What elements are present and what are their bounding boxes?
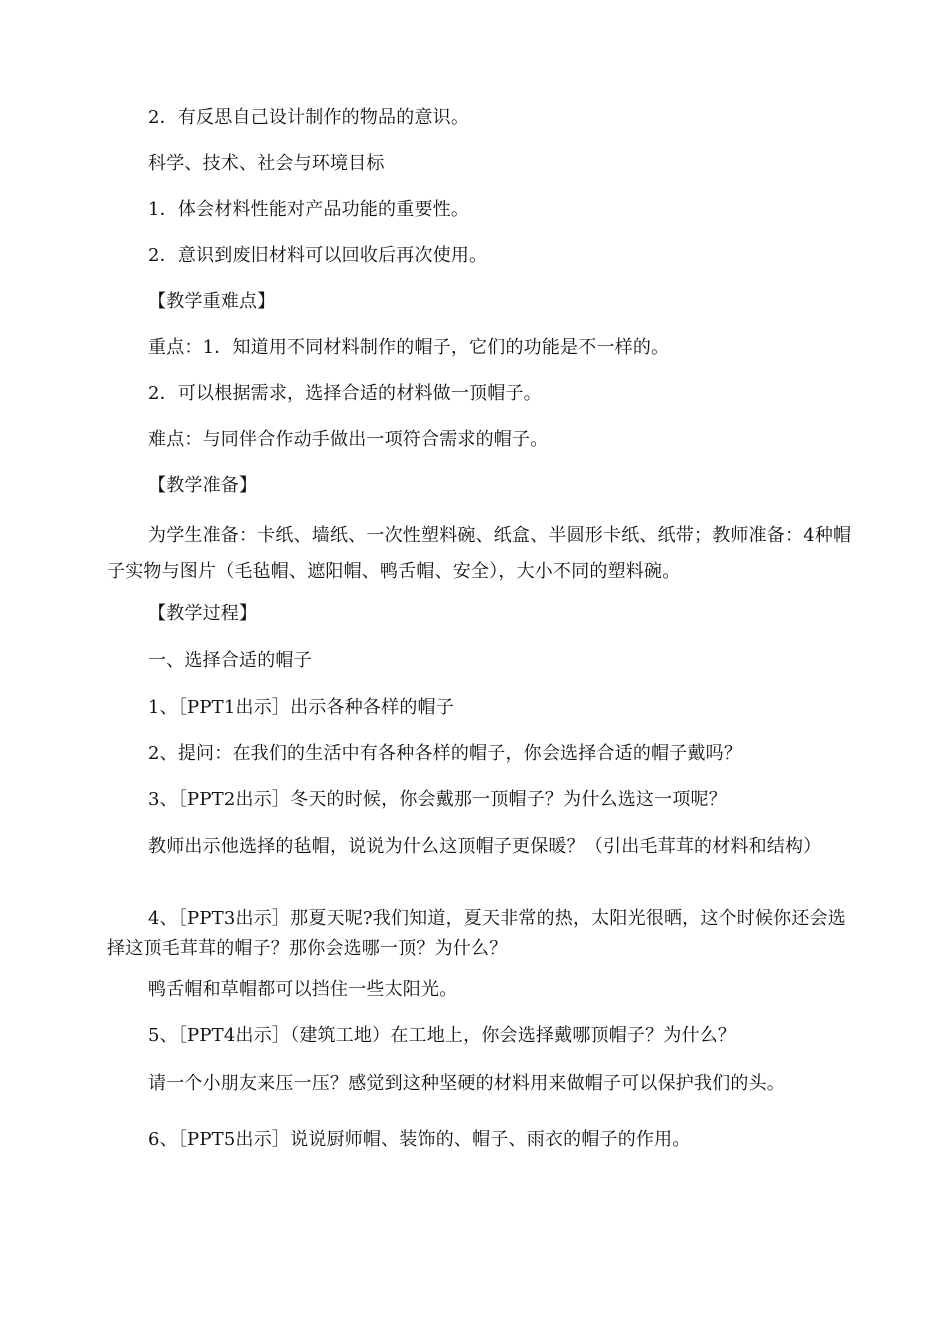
paragraph-key-point-1: 重点：1．知道用不同材料制作的帽子，它们的功能是不一样的。 xyxy=(148,337,670,358)
section-heading-key-points: 【教学重难点】 xyxy=(148,291,276,312)
step-1: 1、［PPT1出示］出示各种各样的帽子 xyxy=(148,697,454,718)
step-5: 5、［PPT4出示］（建筑工地）在工地上，你会选择戴哪顶帽子？为什么？ xyxy=(148,1025,737,1046)
paragraph-materials: 为学生准备：卡纸、墙纸、一次性塑料碗、纸盒、半圆形卡纸、纸带；教师准备：4种帽子实物与图片（毛毡帽、遮阳帽、鸭舌帽、安全），大小不同的塑料碗。 xyxy=(107,525,852,582)
section-heading-preparation: 【教学准备】 xyxy=(148,475,258,496)
paragraph-difficulty: 难点：与同伴合作动手做出一项符合需求的帽子。 xyxy=(148,429,549,450)
paragraph-material-performance: 1．体会材料性能对产品功能的重要性。 xyxy=(148,199,470,220)
heading-choose-hat: 一、选择合适的帽子 xyxy=(148,650,312,671)
step-3: 3、［PPT2出示］冬天的时候，你会戴那一顶帽子？为什么选这一项呢？ xyxy=(148,789,727,810)
paragraph-reflection-awareness: 2．有反思自己设计制作的物品的意识。 xyxy=(148,107,470,128)
step-6: 6、［PPT5出示］说说厨师帽、装饰的、帽子、雨衣的帽子的作用。 xyxy=(148,1129,691,1150)
section-heading-process: 【教学过程】 xyxy=(148,603,258,624)
paragraph-felt-hat: 教师出示他选择的毡帽，说说为什么这顶帽子更保暖？（引出毛茸茸的材料和结构） xyxy=(148,836,822,857)
step-2: 2、提问：在我们的生活中有各种各样的帽子，你会选择合适的帽子戴吗？ xyxy=(148,743,743,764)
step-4: 4、［PPT3出示］那夏天呢?我们知道，夏天非常的热，太阳光很晒，这个时候你还会选择这顶毛茸茸的帽子？那你会选哪一顶？为什么？ xyxy=(107,908,846,959)
paragraph-recycling: 2．意识到废旧材料可以回收后再次使用。 xyxy=(148,245,488,266)
heading-sts-goals: 科学、技术、社会与环境目标 xyxy=(148,153,385,174)
paragraph-sun-hats: 鸭舌帽和草帽都可以挡住一些太阳光。 xyxy=(148,979,458,1000)
paragraph-key-point-2: 2．可以根据需求，选择合适的材料做一顶帽子。 xyxy=(148,383,542,404)
paragraph-hard-material: 请一个小朋友来压一压？感觉到这种坚硬的材料用来做帽子可以保护我们的头。 xyxy=(148,1073,785,1094)
